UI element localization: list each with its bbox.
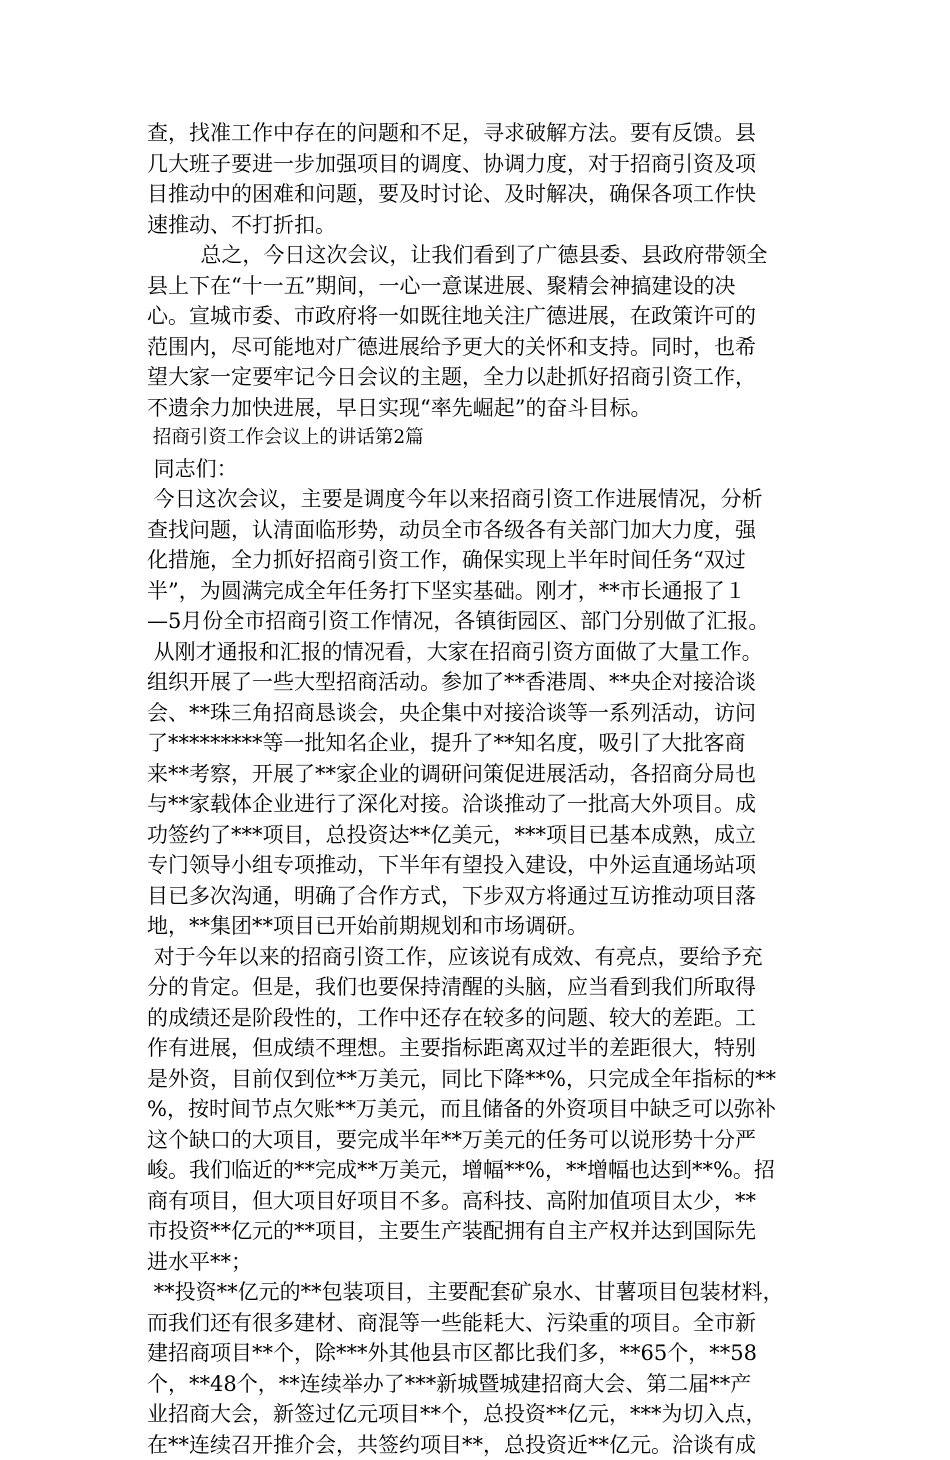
text-line: 这个缺口的大项目，要完成半年**万美元的任务可以说形势十分严 xyxy=(147,1125,817,1156)
text-line: 今日这次会议，主要是调度今年以来招商引资工作进展情况，分析 xyxy=(147,484,817,515)
text-line: 从刚才通报和汇报的情况看，大家在招商引资方面做了大量工作。 xyxy=(147,637,817,668)
salutation: 同志们： xyxy=(147,454,817,485)
text-line: 分的肯定。但是，我们也要保持清醒的头脑，应当看到我们所取得 xyxy=(147,972,817,1003)
text-line: %，按时间节点欠账**万美元，而且储备的外资项目中缺乏可以弥补 xyxy=(147,1094,817,1125)
text-line: 会、**珠三角招商恳谈会，央企集中对接洽谈等一系列活动，访问 xyxy=(147,698,817,729)
text-line: 望大家一定要牢记今日会议的主题，全力以赴抓好招商引资工作， xyxy=(147,362,817,393)
document-page xyxy=(147,118,817,1460)
text-line: 作有进展，但成绩不理想。主要指标距离双过半的差距很大，特别 xyxy=(147,1033,817,1064)
text-line: 查，找准工作中存在的问题和不足，寻求破解方法。要有反馈。县 xyxy=(147,118,817,149)
text-line: 峻。我们临近的**完成**万美元，增幅**%，**增幅也达到**%。招 xyxy=(147,1155,817,1186)
text-line: 专门领导小组专项推动，下半年有望投入建设，中外运直通场站项 xyxy=(147,850,817,881)
text-line: 地，**集团**项目已开始前期规划和市场调研。 xyxy=(147,911,817,942)
text-line: 建招商项目**个，除***外其他县市区都比我们多，**65个，**58 xyxy=(147,1338,817,1369)
text-line: 来**考察，开展了**家企业的调研问策促进展活动，各招商分局也 xyxy=(147,759,817,790)
text-line: 不遗余力加快进展，早日实现“率先崛起”的奋斗目标。 xyxy=(147,393,817,424)
text-line: 半”，为圆满完成全年任务打下坚实基础。刚才，**市长通报了１ xyxy=(147,576,817,607)
text-line: 化措施，全力抓好招商引资工作，确保实现上半年时间任务“双过 xyxy=(147,545,817,576)
text-line: 是外资，目前仅到位**万美元，同比下降**%，只完成全年指标的** xyxy=(147,1064,817,1095)
text-line: 目已多次沟通，明确了合作方式，下步双方将通过互访推动项目落 xyxy=(147,881,817,912)
text-line: 市投资**亿元的**项目，主要生产装配拥有自主产权并达到国际先 xyxy=(147,1216,817,1247)
text-line: 组织开展了一些大型招商活动。参加了**香港周、**央企对接洽谈 xyxy=(147,667,817,698)
text-line: 功签约了***项目，总投资达**亿美元，***项目已基本成熟，成立 xyxy=(147,820,817,851)
text-line: 速推动、不打折扣。 xyxy=(147,210,817,241)
text-line: 而我们还有很多建材、商混等一些能耗大、污染重的项目。全市新 xyxy=(147,1308,817,1339)
text-line: 县上下在“十一五”期间，一心一意谋进展、聚精会神搞建设的决 xyxy=(147,271,817,302)
text-line: 的成绩还是阶段性的，工作中还存在较多的问题、较大的差距。工 xyxy=(147,1003,817,1034)
text-line: 对于今年以来的招商引资工作，应该说有成效、有亮点，要给予充 xyxy=(147,942,817,973)
text-line: 总之，今日这次会议，让我们看到了广德县委、县政府带领全 xyxy=(147,240,817,271)
text-line: 个，**48个，**连续举办了***新城暨城建招商大会、第二届**产 xyxy=(147,1369,817,1400)
text-line: 在**连续召开推介会，共签约项目**，总投资近**亿元。洽谈有成 xyxy=(147,1430,817,1460)
text-line: 几大班子要进一步加强项目的调度、协调力度，对于招商引资及项 xyxy=(147,149,817,180)
text-line: 进水平**； xyxy=(147,1247,817,1278)
text-line: —5月份全市招商引资工作情况，各镇街园区、部门分别做了汇报。 xyxy=(147,606,817,637)
text-line: 了*********等一批知名企业，提升了**知名度，吸引了大批客商 xyxy=(147,728,817,759)
text-line: 与**家载体企业进行了深化对接。洽谈推动了一批高大外项目。成 xyxy=(147,789,817,820)
text-line: **投资**亿元的**包装项目，主要配套矿泉水、甘薯项目包装材料， xyxy=(147,1277,817,1308)
text-line: 查找问题，认清面临形势，动员全市各级各有关部门加大力度，强 xyxy=(147,515,817,546)
text-line: 商有项目，但大项目好项目不多。高科技、高附加值项目太少，** xyxy=(147,1186,817,1217)
text-line: 业招商大会，新签过亿元项目**个，总投资**亿元，***为切入点， xyxy=(147,1399,817,1430)
text-line: 范围内，尽可能地对广德进展给予更大的关怀和支持。同时，也希 xyxy=(147,332,817,363)
section-title: 招商引资工作会议上的讲话第2篇 xyxy=(147,423,817,454)
text-line: 心。宣城市委、市政府将一如既往地关注广德进展，在政策许可的 xyxy=(147,301,817,332)
text-line: 目推动中的困难和问题，要及时讨论、及时解决，确保各项工作快 xyxy=(147,179,817,210)
